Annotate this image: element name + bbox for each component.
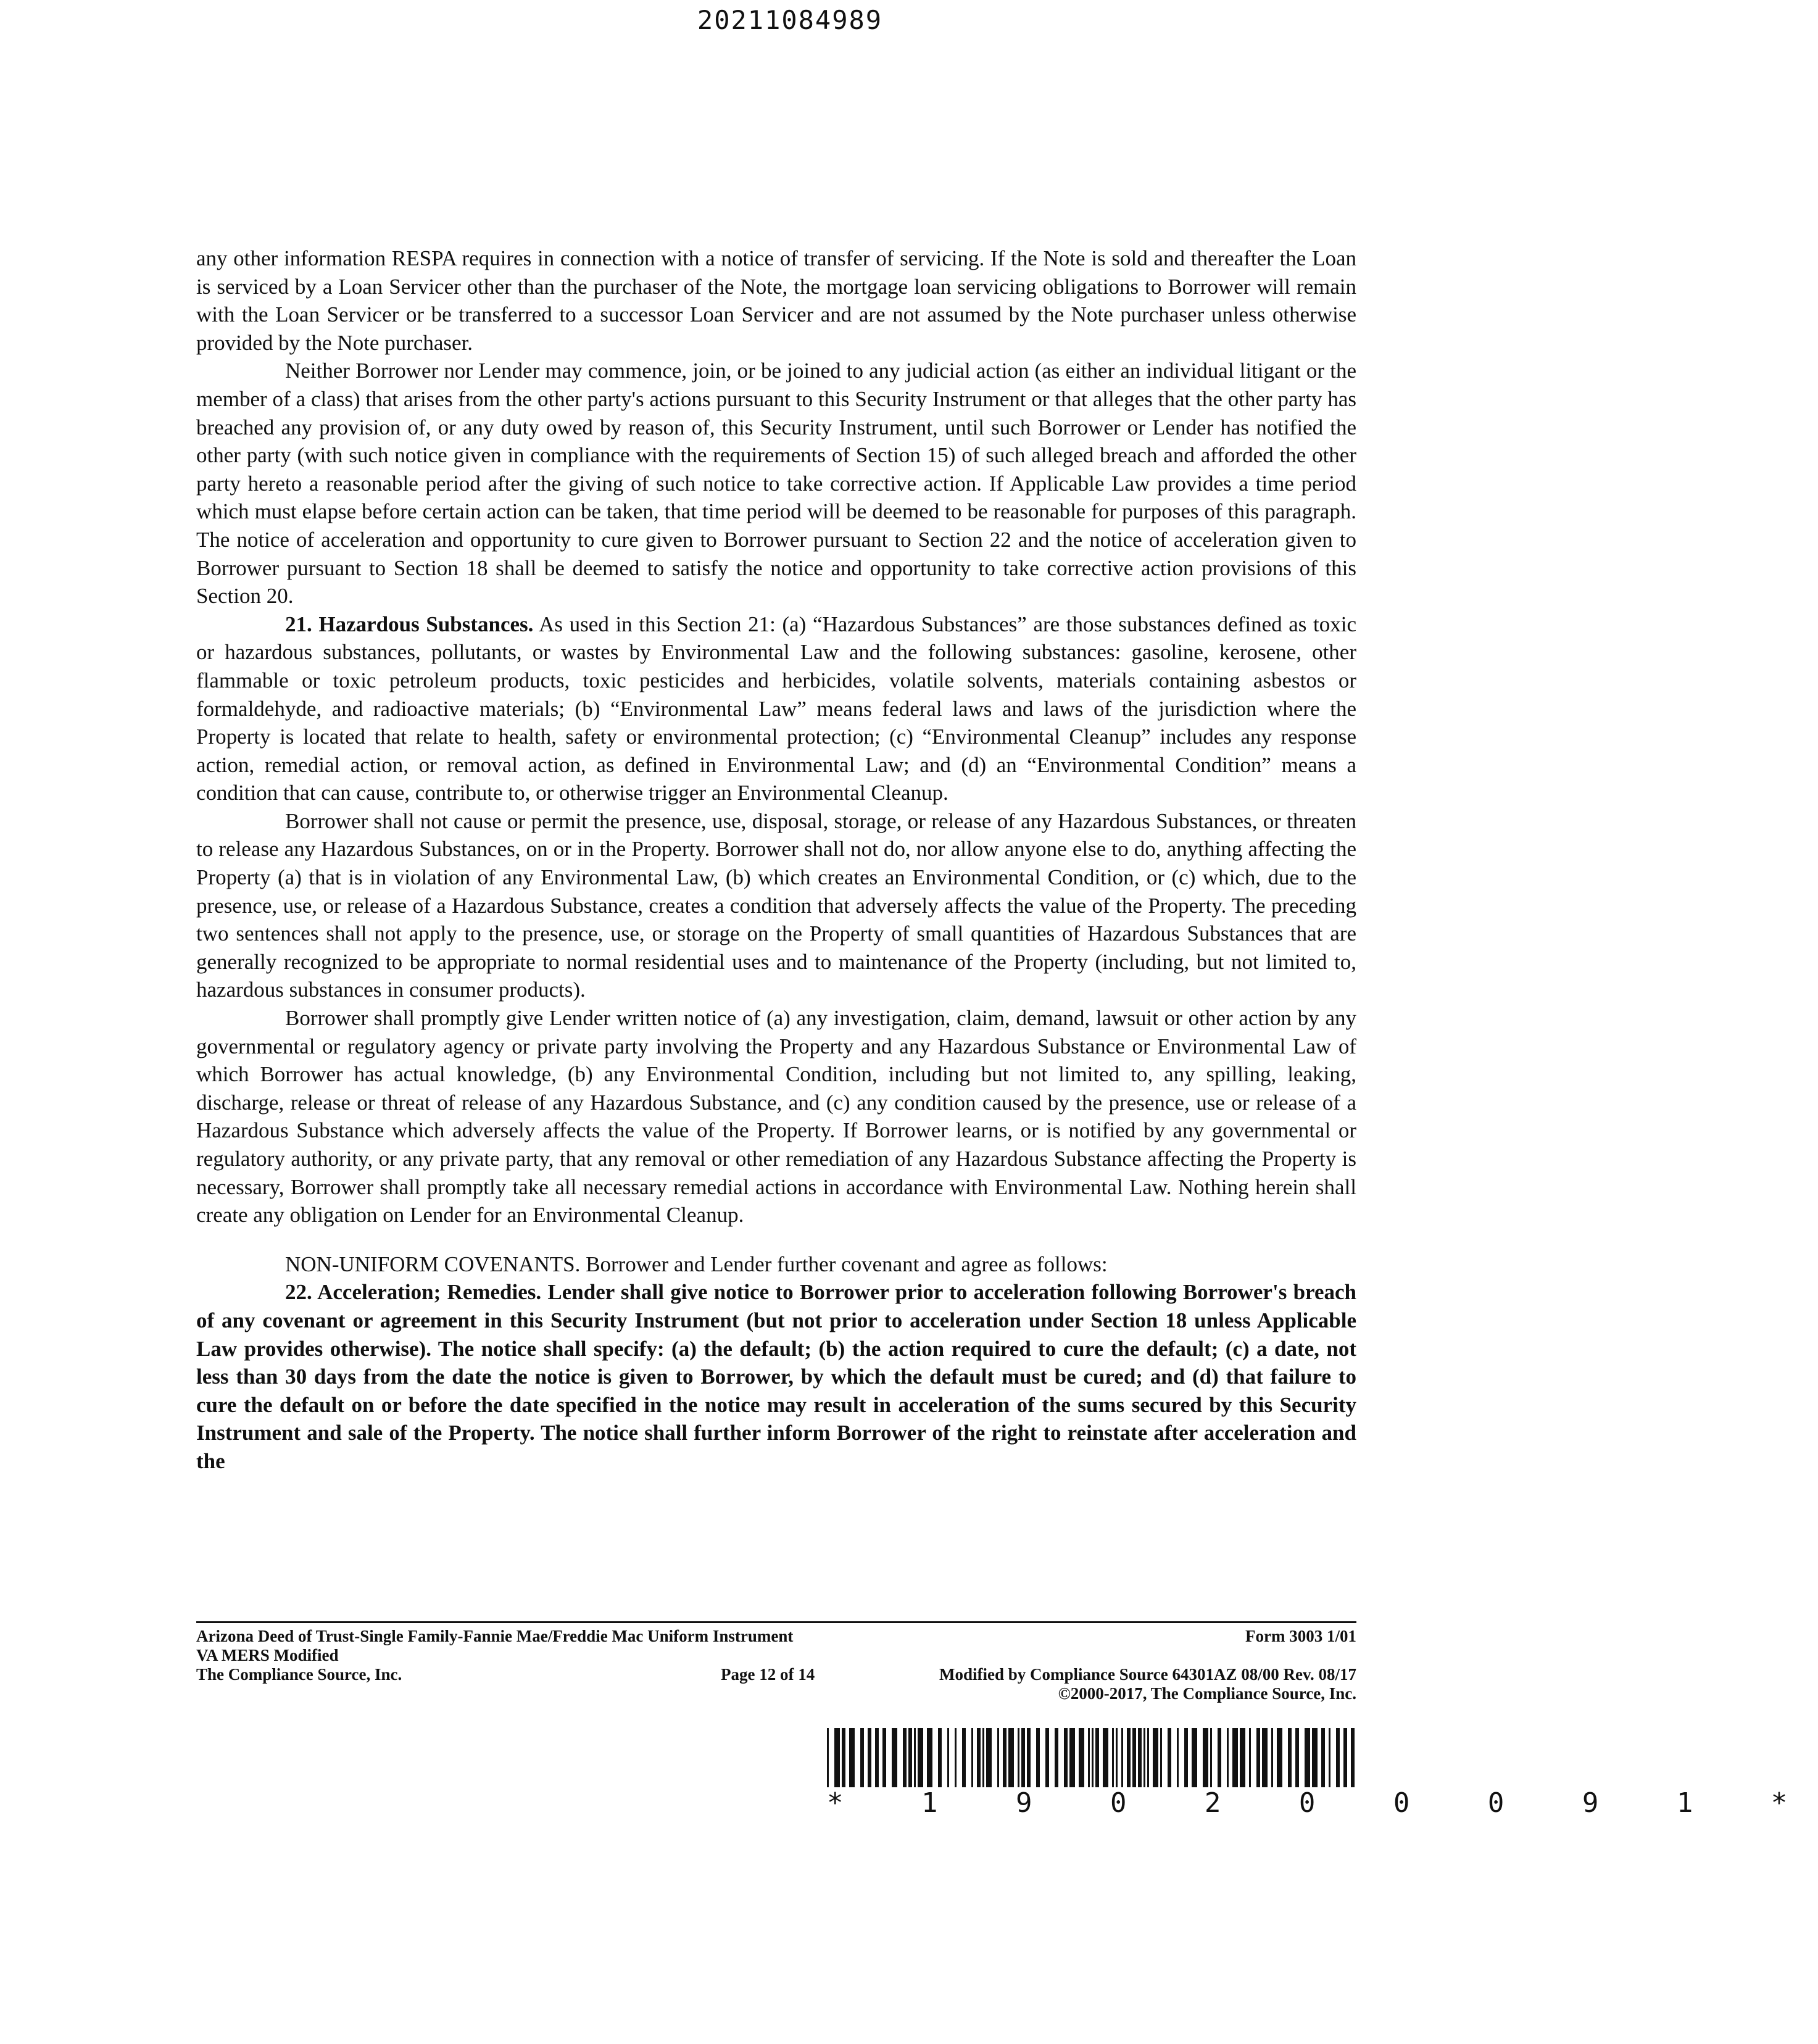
barcode-bar [1127, 1728, 1131, 1787]
barcode-bar [868, 1728, 871, 1787]
barcode-bar [1008, 1728, 1014, 1787]
footer-copyright: ©2000-2017, The Compliance Source, Inc. [1058, 1684, 1356, 1703]
barcode-bar [1055, 1728, 1058, 1787]
barcode-bar [1079, 1728, 1084, 1787]
barcode-bar [1153, 1728, 1158, 1787]
barcode-bar [882, 1728, 886, 1787]
barcode-bar [1116, 1728, 1118, 1787]
barcode-bar [1295, 1728, 1299, 1787]
paragraph-hazardous-prohibition: Borrower shall not cause or permit the presence, use, disposal, storage, or release of any Hazardous Substances, or threaten to release any Hazardous Substances, on or in the Property. Borrower shall not do, nor allow anyone else to do, anything affecting the Property (a) that is in violation of any Environmental Law, (b) which creates an Environmental Condition, or (c) which, due to the presence, use, or release of a Hazardous Substance, creates a condition that adversely affects the value of the Property. The preceding two sentences shall not apply to the presence, use, or storage on the Property of small quantities of Hazardous Substances that are generally recognized to be appropriate to normal residential uses and to maintenance of the Property (including, but not limited to, hazardous substances in consumer products). [196, 808, 1356, 1002]
barcode-bar [914, 1728, 916, 1787]
barcode-bar [842, 1728, 845, 1787]
barcode-bar [1262, 1728, 1268, 1787]
section-21-heading: 21. Hazardous Substances. [285, 612, 534, 636]
barcode-bar [947, 1728, 949, 1787]
barcode-bar [1177, 1728, 1179, 1787]
barcode-bar [927, 1728, 932, 1787]
paragraph-non-uniform-covenants: NON-UNIFORM COVENANTS. Borrower and Lender further covenant and agree as follows: [285, 1252, 1108, 1276]
barcode-bar [962, 1728, 966, 1787]
paragraph-section-21 [196, 610, 1356, 807]
barcode-bar [849, 1728, 855, 1787]
barcode-bar [1351, 1728, 1355, 1787]
barcode-bar [1288, 1728, 1292, 1787]
recording-number: 20211084989 [697, 5, 883, 35]
barcode-bar [1095, 1728, 1099, 1787]
barcode-bar [1218, 1728, 1221, 1787]
barcode-bar [1305, 1728, 1310, 1787]
barcode-bar [1227, 1728, 1229, 1787]
barcode-bar [834, 1728, 840, 1787]
paragraph-hazardous-notice: Borrower shall promptly give Lender written notice of (a) any investigation, claim, demand, lawsuit or other action by any governmental or regulatory agency or private party involving the Property and any Hazardous Substance or Environmental Law of which Borrower has actual knowledge, (b) any Environmental Condition, including but not limited to, any spilling, leaking, discharge, release or threat of release of any Hazardous Substance, and (c) any condition caused by the presence, use or release of a Hazardous Substance which adversely affects the value of the Property. If Borrower learns, or is notified by any governmental or regulatory authority, or any private party, that any removal or other remediation of any Hazardous Substance affecting the Property is necessary, Borrower shall promptly take all necessary remedial actions in accordance with Environmental Law. Nothing herein shall create any obligation on Lender for an Environmental Cleanup. [196, 1006, 1356, 1228]
barcode-image [827, 1728, 1358, 1787]
barcode-bar [1321, 1728, 1325, 1787]
footer-modified-by: Modified by Compliance Source 64301AZ 08/00 Rev. 08/17 [939, 1665, 1356, 1684]
barcode-bar [1336, 1728, 1340, 1787]
barcode-bar [1036, 1728, 1040, 1787]
footer-company: The Compliance Source, Inc. [196, 1665, 402, 1684]
barcode-bar [1027, 1728, 1031, 1787]
footer-modification: VA MERS Modified [196, 1646, 339, 1664]
barcode-bar [1168, 1728, 1171, 1787]
barcode-bar [982, 1728, 984, 1787]
barcode-bar [1069, 1728, 1075, 1787]
barcode-bar [1210, 1728, 1212, 1787]
document-body [196, 244, 1356, 1476]
barcode-bar [1103, 1728, 1108, 1787]
barcode-human-readable: * 1 9 0 2 0 0 0 9 1 * [827, 1787, 1818, 1819]
barcode-bar [971, 1728, 973, 1787]
barcode-bar [1088, 1728, 1090, 1787]
barcode-bar [1192, 1728, 1197, 1787]
barcode-bar [1312, 1728, 1318, 1787]
barcode-bar [1003, 1728, 1007, 1787]
barcode-bar [1232, 1728, 1238, 1787]
document-footer [196, 1627, 1356, 1703]
barcode-bar [827, 1728, 829, 1787]
footer-form-title: Arizona Deed of Trust-Single Family-Fannie Mae/Freddie Mac Uniform Instrument [196, 1627, 794, 1645]
barcode-bar [892, 1728, 897, 1787]
barcode-bar [986, 1728, 992, 1787]
paragraph-section-22: 22. Acceleration; Remedies. Lender shall give notice to Borrower prior to acceleration following Borrower's breach of any covenant or agreement in this Security Instrument (but not prior to acceleration under Section 18 unless Applicable Law provides otherwise). The notice shall specify: (a) the default; (b) the action required to cure the default; (c) a date, not less than 30 days from the date the notice is given to Borrower, by which the default must be cured; and (d) that failure to cure the default on or before the date specified in the notice may result in acceleration of the sums secured by this Security Instrument and sale of the Property. The notice shall further inform Borrower of the right to reinstate after acceleration and the [196, 1280, 1356, 1473]
footer-form-number: Form 3003 1/01 [1245, 1627, 1356, 1645]
barcode-bar [1064, 1728, 1068, 1787]
footer-divider [196, 1621, 1356, 1623]
barcode-bar [938, 1728, 942, 1787]
barcode-bar [1160, 1728, 1162, 1787]
section-21-text: As used in this Section 21: (a) “Hazardous Substances” are those substances defined as toxic or hazardous substances, pollutants, or wastes by Environmental Law and the following substances: gasoline, kerosene, other flammable or toxic petroleum products, toxic pesticides and herbicides, volatile solvents, materials containing asbestos or formaldehyde, and radioactive materials; (b) “Environmental Law” means federal laws and laws of the jurisdiction where the Property is located that relate to health, safety or environmental protection; (c) “Environmental Cleanup” includes any response action, remedial action, or removal action, as defined in Environmental Law; and (d) an “Environmental Condition” means a condition that can cause, contribute to, or otherwise trigger an Environmental Cleanup. [196, 612, 1357, 805]
barcode-bar [1144, 1728, 1145, 1787]
barcode-bar [1138, 1728, 1142, 1787]
barcode-bar [1277, 1728, 1282, 1787]
barcode-bar [1092, 1728, 1094, 1787]
barcode-bar [860, 1728, 864, 1787]
barcode-bar [1184, 1728, 1188, 1787]
paragraph-judicial-action: Neither Borrower nor Lender may commence, join, or be joined to any judicial action (as either an individual litigant or the member of a class) that arises from the other party's actions pursuant to this Security Instrument or that alleges that the other party has breached any provision of, or any duty owed by reason of, this Security Instrument, until such Borrower or Lender has notified the other party (with such notice given in compliance with the requirements of Section 15) of such alleged breach and afforded the other party hereto a reasonable period after the giving of such notice to take corrective action. If Applicable Law provides a time period which must elapse before certain action can be taken, that time period will be deemed to be reasonable for purposes of this paragraph. The notice of acceleration and opportunity to cure given to Borrower pursuant to Section 22 and the notice of acceleration given to Borrower pursuant to Section 18 shall be deemed to satisfy the notice and opportunity to take corrective action provisions of this Section 20. [196, 359, 1356, 609]
barcode-bar [1132, 1728, 1136, 1787]
barcode-bar [955, 1728, 957, 1787]
barcode-bar [903, 1728, 907, 1787]
barcode-bar [1021, 1728, 1025, 1787]
barcode-bar [1271, 1728, 1273, 1787]
barcode-bar [918, 1728, 923, 1787]
barcode-bar [1112, 1728, 1114, 1787]
barcode-bar [1343, 1728, 1347, 1787]
barcode-bar [1203, 1728, 1208, 1787]
barcode-bar [1045, 1728, 1049, 1787]
barcode-bar [1147, 1728, 1149, 1787]
barcode-bar [1240, 1728, 1245, 1787]
barcode-bar [1256, 1728, 1260, 1787]
barcode-bar [875, 1728, 879, 1787]
barcode-bar [1121, 1728, 1123, 1787]
footer-page-number: Page 12 of 14 [721, 1665, 815, 1684]
paragraph-servicing-continued: any other information RESPA requires in connection with a notice of transfer of servicing. If the Note is sold and thereafter the Loan is serviced by a Loan Servicer other than the purchaser of the Note, the mortgage loan servicing obligations to Borrower will remain with the Loan Servicer or be transferred to a successor Loan Servicer and are not assumed by the Note purchaser unless otherwise provided by the Note purchaser. [196, 246, 1356, 355]
barcode-bar [1018, 1728, 1019, 1787]
barcode-bar [997, 1728, 999, 1787]
barcode-bar [1249, 1728, 1251, 1787]
barcode-bar [1329, 1728, 1330, 1787]
barcode-block [827, 1728, 1818, 1819]
barcode-bar [977, 1728, 981, 1787]
barcode-bar [908, 1728, 912, 1787]
